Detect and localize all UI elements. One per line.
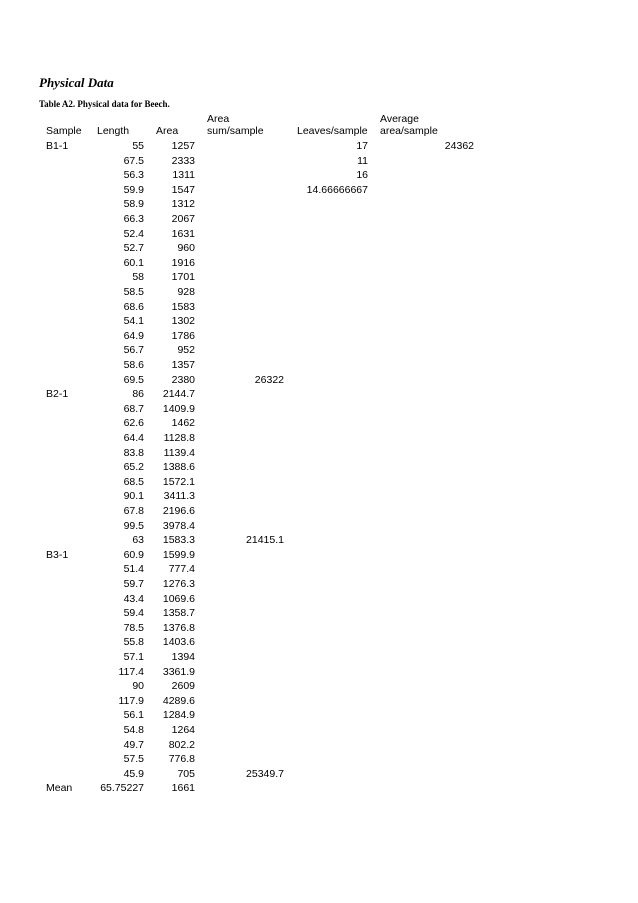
cell-sample: B2-1 xyxy=(46,388,69,401)
cell-area: 705 xyxy=(177,767,195,780)
cell-length: 90 xyxy=(132,680,144,693)
cell-leaves: 14.66666667 xyxy=(306,183,368,196)
cell-length: 56.7 xyxy=(123,344,144,357)
cell-length: 58.6 xyxy=(123,359,144,371)
cell-area: 1264 xyxy=(171,724,195,736)
cell-area: 1284.9 xyxy=(162,709,195,722)
cell-length: 67.8 xyxy=(123,505,144,517)
cell-area: 1583.3 xyxy=(162,534,195,547)
cell-length: 83.8 xyxy=(123,446,144,459)
cell-area: 1599.9 xyxy=(162,548,195,561)
cell-area: 1701 xyxy=(171,271,195,284)
cell-area: 1358.7 xyxy=(162,607,195,620)
cell-area: 1311 xyxy=(172,169,195,182)
cell-length: 60.1 xyxy=(123,256,144,269)
cell-area: 1139.4 xyxy=(163,446,195,459)
header-sample: Sample xyxy=(46,125,82,137)
cell-length: 59.4 xyxy=(123,607,144,620)
cell-length: 117.4 xyxy=(118,665,144,678)
cell-length: 68.7 xyxy=(123,402,144,415)
header-length: Length xyxy=(97,125,130,137)
cell-area: 1572.1 xyxy=(162,475,195,488)
cell-length: 54.1 xyxy=(123,315,144,328)
cell-area: 776.8 xyxy=(168,753,195,766)
cell-area: 1312 xyxy=(171,198,195,211)
cell-area: 3978.4 xyxy=(162,519,195,532)
header-leaves: Leaves/sample xyxy=(297,125,368,137)
cell-length: 78.5 xyxy=(123,621,144,634)
cell-area: 1276.3 xyxy=(162,578,195,590)
cell-length: 59.7 xyxy=(123,578,144,590)
cell-length: 86 xyxy=(132,388,144,401)
cell-area: 1128.8 xyxy=(163,432,195,444)
cell-area: 3411.3 xyxy=(163,490,195,503)
cell-length: 117.9 xyxy=(118,694,144,707)
cell-length: 54.8 xyxy=(123,724,144,736)
cell-length: 58.5 xyxy=(123,286,144,298)
cell-area: 3361.9 xyxy=(162,665,195,678)
cell-area-sum: 25349.7 xyxy=(246,767,284,780)
cell-length: 64.4 xyxy=(123,432,144,444)
cell-average-area: 24362 xyxy=(444,140,474,152)
cell-length: 68.5 xyxy=(123,475,144,488)
header-average-line2: area/sample xyxy=(380,125,438,137)
cell-area: 1583 xyxy=(171,300,195,313)
cell-length: 45.9 xyxy=(123,767,144,780)
cell-length: 59.9 xyxy=(123,183,144,196)
cell-area: 928 xyxy=(177,286,195,298)
cell-area: 1357 xyxy=(171,359,195,371)
cell-area: 1409.9 xyxy=(162,402,195,415)
cell-area: 1376.8 xyxy=(162,621,195,634)
cell-length: 68.6 xyxy=(123,300,144,313)
cell-area: 1661 xyxy=(171,782,195,795)
cell-length: 64.9 xyxy=(123,329,144,342)
cell-sample: Mean xyxy=(46,782,73,795)
cell-area: 1916 xyxy=(171,256,195,269)
cell-length: 57.1 xyxy=(123,651,144,663)
cell-area: 2144.7 xyxy=(162,388,195,401)
cell-area: 2380 xyxy=(171,373,195,386)
cell-length: 63 xyxy=(132,534,144,547)
cell-length: 55 xyxy=(132,140,144,152)
cell-length: 43.4 xyxy=(123,592,144,605)
cell-area: 1257 xyxy=(171,140,195,152)
cell-area: 952 xyxy=(177,344,195,357)
cell-area: 1786 xyxy=(171,329,195,342)
cell-length: 57.5 xyxy=(123,753,144,766)
cell-area: 960 xyxy=(177,242,195,255)
header-area: Area xyxy=(156,125,179,137)
cell-length: 60.9 xyxy=(123,548,144,561)
cell-length: 69.5 xyxy=(123,373,144,386)
cell-length: 56.3 xyxy=(123,169,144,182)
cell-length: 65.75227 xyxy=(100,782,144,795)
header-average-line1: Average xyxy=(380,113,419,125)
cell-length: 49.7 xyxy=(123,738,144,751)
cell-sample: B1-1 xyxy=(46,140,69,152)
cell-length: 55.8 xyxy=(123,636,144,649)
cell-area: 2333 xyxy=(171,154,195,167)
cell-area: 1394 xyxy=(171,651,195,663)
cell-leaves: 17 xyxy=(356,140,368,152)
cell-length: 90.1 xyxy=(123,490,144,503)
cell-sample: B3-1 xyxy=(46,548,69,561)
cell-length: 99.5 xyxy=(123,519,144,532)
table-caption: Table A2. Physical data for Beech. xyxy=(39,99,170,109)
cell-area: 2067 xyxy=(171,213,195,225)
section-title: Physical Data xyxy=(39,75,114,90)
cell-area: 802.2 xyxy=(168,738,195,751)
cell-length: 66.3 xyxy=(123,213,144,225)
cell-area: 1462 xyxy=(171,417,195,430)
cell-area: 1069.6 xyxy=(162,592,195,605)
cell-area-sum: 26322 xyxy=(254,373,284,386)
cell-length: 56.1 xyxy=(123,709,144,722)
cell-length: 62.6 xyxy=(123,417,144,430)
cell-area: 2609 xyxy=(171,680,195,693)
cell-length: 58.9 xyxy=(123,198,144,211)
cell-area-sum: 21415.1 xyxy=(246,534,284,547)
cell-length: 52.4 xyxy=(123,227,144,240)
cell-area: 1547 xyxy=(171,183,195,196)
cell-leaves: 11 xyxy=(357,154,368,167)
cell-area: 777.4 xyxy=(168,563,195,576)
cell-length: 58 xyxy=(132,271,144,284)
cell-length: 51.4 xyxy=(123,563,144,576)
header-area-sum-line1: Area xyxy=(207,113,230,125)
cell-area: 1631 xyxy=(171,227,195,240)
cell-length: 52.7 xyxy=(123,242,144,255)
header-area-sum-line2: sum/sample xyxy=(207,125,264,137)
cell-area: 4289.6 xyxy=(162,694,195,707)
cell-length: 67.5 xyxy=(123,154,144,167)
cell-area: 1302 xyxy=(171,315,195,328)
cell-leaves: 16 xyxy=(356,169,368,182)
cell-area: 2196.6 xyxy=(162,505,195,517)
cell-area: 1388.6 xyxy=(162,461,195,474)
cell-area: 1403.6 xyxy=(162,636,195,649)
cell-length: 65.2 xyxy=(123,461,144,474)
